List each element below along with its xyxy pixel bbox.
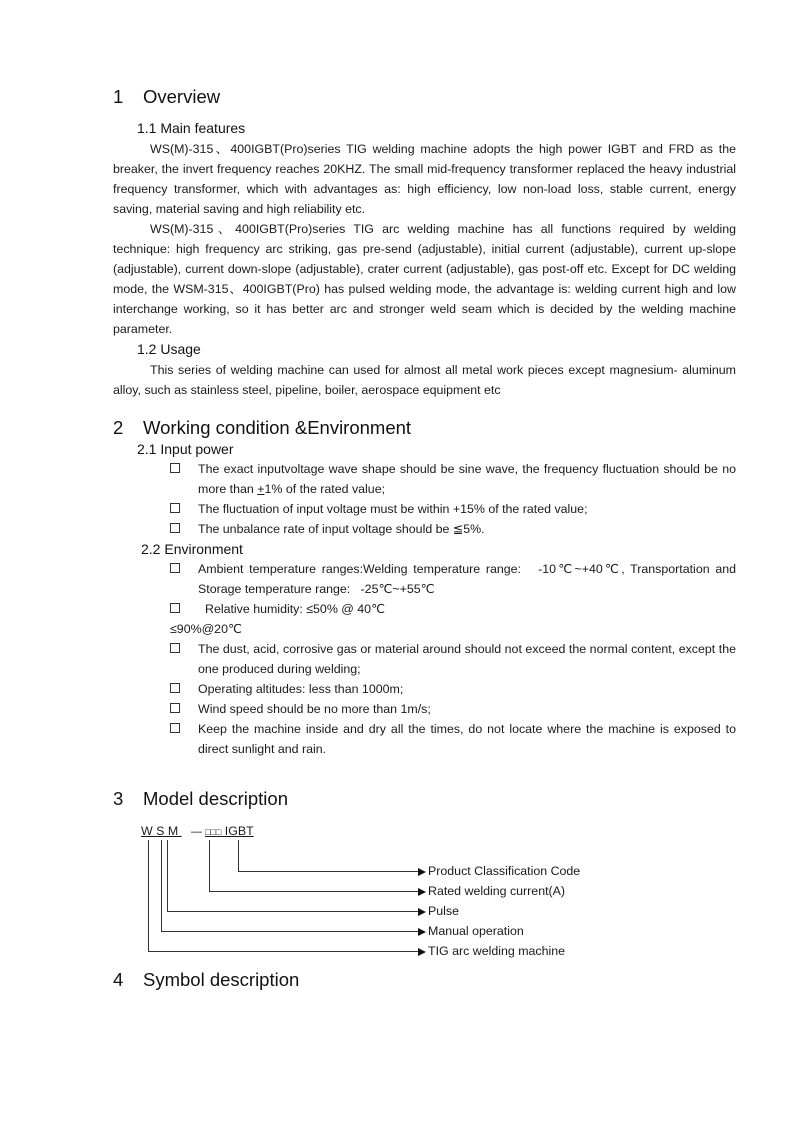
usage-paragraph: This series of welding machine can used for almost all metal work pieces except magnesium- aluminum alloy, such as stainless steel, pipeline, boiler, aerospace equipment etc: [113, 363, 736, 397]
subsection-1-1-heading: 1.1 Main features: [137, 120, 246, 136]
item-text: Operating altitudes: less than 1000m;: [198, 682, 404, 696]
connector-line: [161, 840, 162, 932]
subsection-2-1-heading: 2.1 Input power: [137, 441, 234, 457]
connector-line: [209, 891, 418, 892]
section-title: Overview: [143, 86, 221, 107]
label-rated-welding-current: Rated welding current(A): [428, 884, 566, 898]
section-title: Working condition &Environment: [143, 417, 412, 438]
item-text: [198, 459, 736, 499]
environment-item-5: [170, 699, 736, 719]
checkbox-icon: [170, 563, 180, 573]
input-power-item-2: [170, 499, 736, 519]
environment-item-6: [170, 719, 736, 759]
item-text-part: 1% of the rated value;: [264, 482, 386, 496]
connector-line: [161, 931, 418, 932]
checkbox-icon: [170, 703, 180, 713]
connector-line: [238, 840, 239, 872]
checkbox-icon: [170, 503, 180, 513]
input-power-item-1: [170, 459, 736, 499]
environment-item-4: [170, 679, 736, 699]
label-manual-operation: Manual operation: [428, 924, 524, 938]
connector-line: [167, 911, 418, 912]
section-number: 4: [113, 969, 124, 990]
checkbox-icon: [170, 643, 180, 653]
label-pulse: Pulse: [428, 904, 459, 918]
connector-line: [148, 840, 149, 952]
connector-line: [167, 840, 168, 912]
subsection-1-2-heading: 1.2 Usage: [137, 341, 201, 357]
humidity-extra: ≤90%@20℃: [170, 622, 242, 636]
arrow-right-icon: [418, 928, 426, 936]
main-features-paragraph-2: WS(M)-315、400IGBT(Pro)series TIG arc welding machine has all functions required by welding technique: high frequency arc striking, gas pre-send (adjustable), initial current (adjustable), current up-slope (adjustable), current down-slope (adjustable), crater current (adjustable), gas post-off etc. Except for DC welding mode, the WSM-315、400IGBT(Pro) has pulsed welding mode, the advantage is: welding current high and low interchange working, so it has better arc and stronger weld seam which is decided by the welding machine parameter.: [113, 222, 736, 336]
item-text: The fluctuation of input voltage must be within +15% of the rated value;: [198, 502, 588, 516]
arrow-right-icon: [418, 888, 426, 896]
section-1-heading: [113, 86, 220, 108]
model-boxes: □□□: [205, 827, 222, 837]
arrow-right-icon: [418, 908, 426, 916]
environment-item-2: [170, 599, 736, 619]
main-features-paragraph-1: WS(M)-315、400IGBT(Pro)series TIG welding machine adopts the high power IGBT and FRD as the breaker, the invert frequency reaches 20KHZ. The small mid-frequency transformer replaced the heavy industrial frequency transformer, which with advantages as: high efficiency, low non-load loss, stable current, energy saving, material saving and high reliability etc.: [113, 142, 736, 216]
item-text-part: The exact inputvoltage wave shape should be sine wave, the frequency fluctuation should be no more than: [198, 462, 736, 496]
environment-item-3: [170, 639, 736, 679]
model-prefix: W S M: [141, 824, 182, 838]
label-tig-arc-welding-machine: TIG arc welding machine: [428, 944, 566, 958]
item-text: Relative humidity: ≤50% @ 40℃: [205, 602, 385, 616]
arrow-right-icon: [418, 948, 426, 956]
model-dash: —: [191, 826, 202, 838]
input-power-item-3: [170, 519, 736, 539]
section-number: 2: [113, 417, 124, 438]
connector-line: [238, 871, 418, 872]
item-text: Ambient temperature ranges:Welding temperature range: -10℃~+40℃, Transportation and Storage temperature range: -25℃~+55℃: [198, 562, 740, 596]
connector-line: [148, 951, 418, 952]
section-title: Model description: [143, 788, 288, 809]
connector-line: [209, 840, 210, 892]
label-product-classification-code: Product Classification Code: [428, 864, 581, 878]
checkbox-icon: [170, 523, 180, 533]
item-text: The unbalance rate of input voltage should be ≦5%.: [198, 522, 485, 536]
item-text: The dust, acid, corrosive gas or material around should not exceed the normal content, except the one produced during welding;: [198, 642, 736, 676]
checkbox-icon: [170, 463, 180, 473]
plus-minus-symbol: +: [257, 482, 265, 496]
model-code: [141, 823, 254, 840]
environment-item-1: [170, 559, 740, 599]
subsection-2-2-heading: 2.2 Environment: [141, 541, 243, 557]
section-title: Symbol description: [143, 969, 300, 990]
item-text: Wind speed should be no more than 1m/s;: [198, 702, 431, 716]
arrow-right-icon: [418, 868, 426, 876]
section-number: 3: [113, 788, 124, 809]
section-3-heading: [113, 788, 288, 810]
section-number: 1: [113, 86, 124, 107]
section-2-heading: [113, 417, 411, 439]
item-text: Keep the machine inside and dry all the times, do not locate where the machine is exposed to direct sunlight and rain.: [198, 722, 736, 756]
checkbox-icon: [170, 603, 180, 613]
checkbox-icon: [170, 683, 180, 693]
section-4-heading: [113, 969, 299, 991]
checkbox-icon: [170, 723, 180, 733]
model-suffix: IGBT: [221, 824, 254, 838]
